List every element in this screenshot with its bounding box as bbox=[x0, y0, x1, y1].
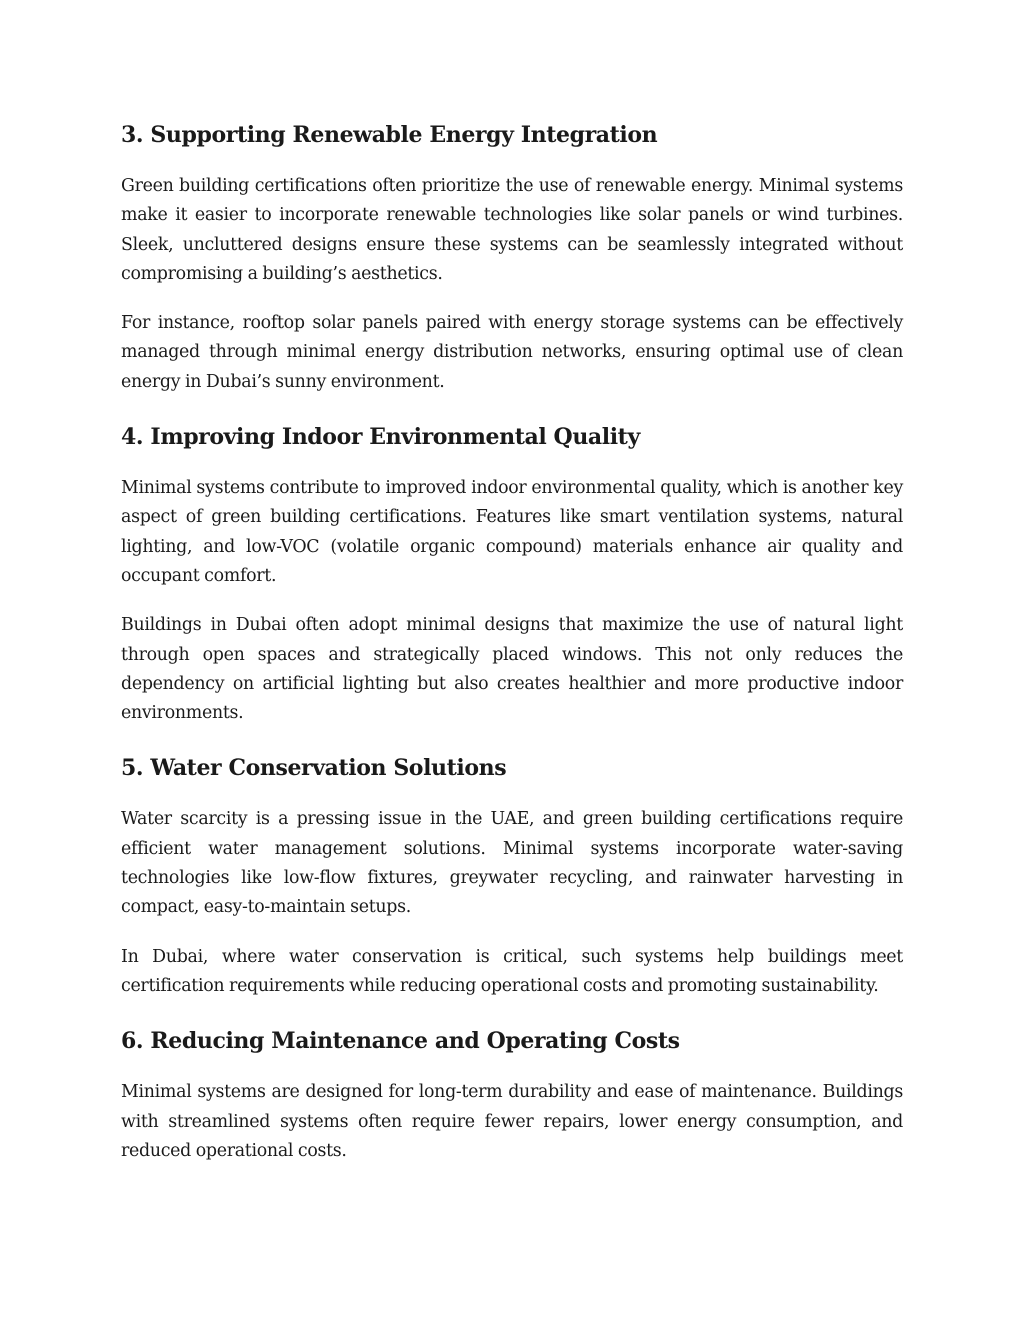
section-heading: 3. Supporting Renewable Energy Integration bbox=[121, 122, 658, 148]
document-page bbox=[121, 116, 903, 1166]
paragraph: For instance, rooftop solar panels paired with energy storage systems can be effectively managed through minimal energy distribution networks, ensuring optimal use of clean energy in Dubai’s sunny environment. bbox=[121, 313, 903, 392]
section-renewable-energy bbox=[121, 120, 903, 397]
paragraph: In Dubai, where water conservation is critical, such systems help buildings meet certification requirements while reducing operational costs and promoting sustainability. bbox=[121, 946, 903, 996]
section-maintenance-costs bbox=[121, 1026, 903, 1166]
paragraph: Buildings in Dubai often adopt minimal designs that maximize the use of natural light through open spaces and strategically placed windows. This not only reduces the dependency on artificial lighting but also creates healthier and more productive indoor environments. bbox=[121, 615, 903, 724]
section-water-conservation bbox=[121, 753, 903, 1001]
paragraph: Green building certifications often prioritize the use of renewable energy. Minimal systems make it easier to incorporate renewable technologies like solar panels or wind turbines. Sleek, uncluttered designs ensure these systems can be seamlessly integrated without compromising a building’s aesthetics. bbox=[121, 176, 903, 284]
paragraph: Minimal systems are designed for long-term durability and ease of maintenance. Buildings with streamlined systems often require fewer repairs, lower energy consumption, and reduced operational costs. bbox=[121, 1082, 903, 1161]
paragraph: Water scarcity is a pressing issue in the UAE, and green building certifications require efficient water management solutions. Minimal systems incorporate water-saving technologies like low-flow fixtures, greywater recycling, and rainwater harvesting in compact, easy-to-maintain setups. bbox=[121, 809, 903, 918]
section-indoor-quality bbox=[121, 422, 903, 728]
paragraph: Minimal systems contribute to improved indoor environmental quality, which is another key aspect of green building certifications. Features like smart ventilation systems, natural lighting, and low-VOC (volatile organic compound) materials enhance air quality and occupant comfort. bbox=[121, 478, 903, 586]
section-heading: 5. Water Conservation Solutions bbox=[121, 755, 507, 782]
section-heading: 4. Improving Indoor Environmental Quality bbox=[121, 424, 640, 451]
section-heading: 6. Reducing Maintenance and Operating Costs bbox=[121, 1028, 680, 1055]
